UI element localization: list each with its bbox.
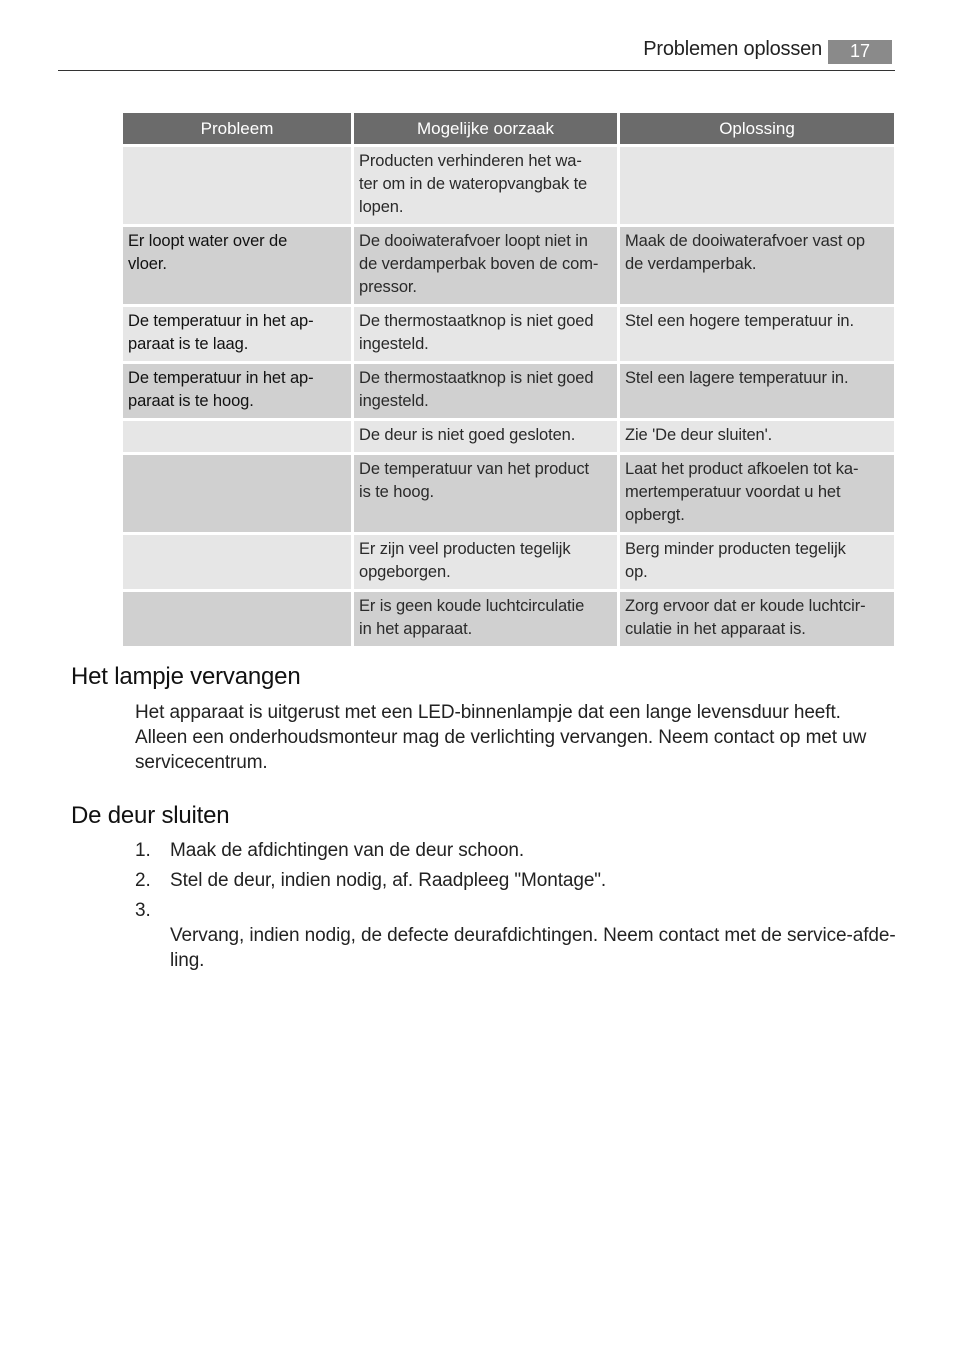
- solution-cell: Maak de dooiwaterafvoer vast op de verdamperbak.: [620, 227, 894, 304]
- list-item: [135, 838, 910, 863]
- table-row: [123, 307, 894, 361]
- cause-cell: De temperatuur van het product is te hoog.: [354, 455, 617, 532]
- section-heading-lamp: Het lampje vervangen: [71, 663, 301, 690]
- cause-cell: De thermostaatknop is niet goed ingesteld.: [354, 364, 617, 418]
- page-number: 17: [828, 40, 892, 64]
- section-header-title: Problemen oplossen: [643, 38, 822, 60]
- problem-cell: Er loopt water over de vloer.: [123, 227, 351, 304]
- troubleshooting-table: [120, 110, 897, 649]
- section-heading-door: De deur sluiten: [71, 802, 230, 829]
- step-text: Vervang, indien nodig, de defecte deurafdichtingen. Neem contact met de service-afde- ling.: [170, 925, 896, 971]
- problem-cell: [123, 421, 351, 452]
- step-number: 1.: [135, 840, 151, 861]
- table-row: [123, 455, 894, 532]
- cause-cell: Producten verhinderen het wa- ter om in de wateropvangbak te lopen.: [354, 147, 617, 224]
- column-header-cause: Mogelijke oorzaak: [354, 113, 617, 144]
- door-steps-list: [135, 838, 910, 978]
- solution-cell: Berg minder producten tegelijk op.: [620, 535, 894, 589]
- column-header-solution: Oplossing: [620, 113, 894, 144]
- problem-cell: De temperatuur in het ap- paraat is te hoog.: [123, 364, 351, 418]
- column-header-problem: Probleem: [123, 113, 351, 144]
- problem-cell: [123, 535, 351, 589]
- cause-cell: Er zijn veel producten tegelijk opgeborgen.: [354, 535, 617, 589]
- solution-cell: Laat het product afkoelen tot ka- mertemperatuur voordat u het opbergt.: [620, 455, 894, 532]
- list-item: [135, 898, 910, 973]
- solution-cell: Stel een lagere temperatuur in.: [620, 364, 894, 418]
- table-row: [123, 592, 894, 646]
- solution-cell: Zie 'De deur sluiten'.: [620, 421, 894, 452]
- solution-cell: Stel een hogere temperatuur in.: [620, 307, 894, 361]
- problem-cell: De temperatuur in het ap- paraat is te laag.: [123, 307, 351, 361]
- step-text: Stel de deur, indien nodig, af. Raadpleeg "Montage".: [170, 870, 607, 891]
- lamp-paragraph: Het apparaat is uitgerust met een LED-binnenlampje dat een lange levensduur heeft. Alleen een onderhoudsmonteur mag de verlichting vervangen. Neem contact op met uw servicecentrum.: [135, 702, 867, 773]
- solution-cell: Zorg ervoor dat er koude luchtcir- culatie in het apparaat is.: [620, 592, 894, 646]
- cause-cell: De thermostaatknop is niet goed ingesteld.: [354, 307, 617, 361]
- problem-cell: [123, 592, 351, 646]
- solution-cell: [620, 147, 894, 224]
- table-row: [123, 364, 894, 418]
- cause-cell: De dooiwaterafvoer loopt niet in de verdamperbak boven de com- pressor.: [354, 227, 617, 304]
- table-row: [123, 535, 894, 589]
- problem-cell: [123, 147, 351, 224]
- header-divider: [58, 70, 895, 71]
- step-number: 2.: [135, 870, 151, 891]
- cause-cell: Er is geen koude luchtcirculatie in het apparaat.: [354, 592, 617, 646]
- step-text: Maak de afdichtingen van de deur schoon.: [170, 840, 525, 861]
- table-header-row: [123, 113, 894, 144]
- table-row: [123, 421, 894, 452]
- cause-cell: De deur is niet goed gesloten.: [354, 421, 617, 452]
- table-row: [123, 227, 894, 304]
- table-row: [123, 147, 894, 224]
- step-number: 3.: [135, 900, 151, 921]
- list-item: [135, 868, 910, 893]
- problem-cell: [123, 455, 351, 532]
